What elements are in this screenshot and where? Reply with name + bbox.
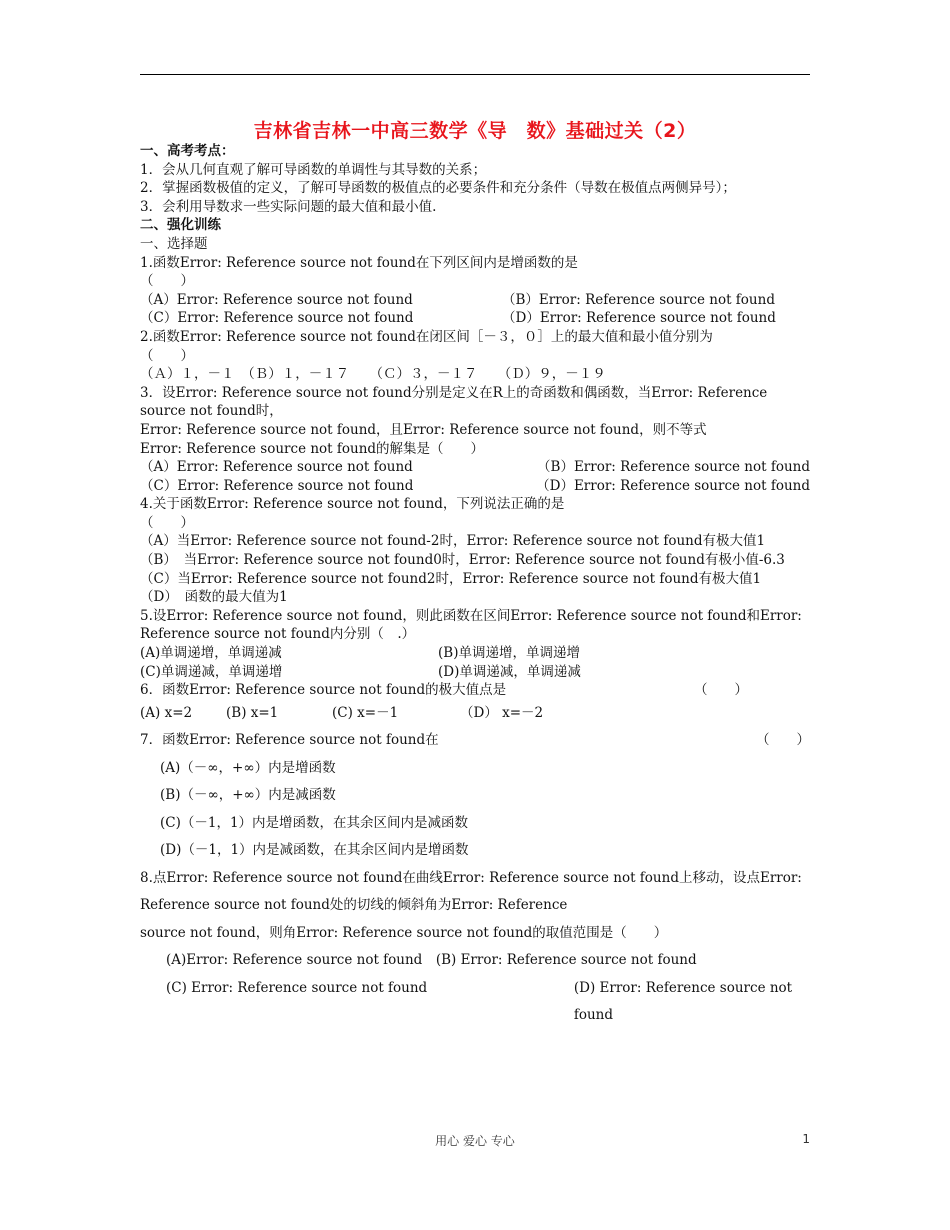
exam-point-3: 3．会利用导数求一些实际问题的最大值和最小值. bbox=[140, 198, 437, 215]
q3-stem-3: Error: Reference source not found的解集是（ ） bbox=[140, 440, 485, 457]
document-page bbox=[140, 0, 810, 1230]
exam-point-1: 1．会从几何直观了解可导函数的单调性与其导数的关系； bbox=[140, 161, 487, 178]
q4-answer-paren: （ ） bbox=[140, 514, 194, 531]
page-footer: 用心 爱心 专心 bbox=[435, 1134, 515, 1148]
document-body bbox=[140, 142, 810, 1030]
q7-stem: 7．函数Error: Reference source not found在 bbox=[140, 732, 439, 749]
q8-options-cd bbox=[140, 975, 810, 1030]
q4-options-cd: （C）当Error: Reference source not found2时，Error: Reference source not found有极大值1 （D） 函数的最大值为1 bbox=[140, 570, 802, 606]
q3-option-d: （D）Error: Reference source not found bbox=[536, 477, 810, 494]
page-number: 1 bbox=[802, 1132, 810, 1146]
q6-stem: 6．函数Error: Reference source not found的极大值点是 bbox=[140, 682, 507, 699]
q6-stem-row bbox=[140, 681, 810, 700]
q8-option-d: (D) Error: Reference source not found bbox=[573, 979, 793, 1024]
q5-stem: 5.设Error: Reference source not found，则此函数在区间Error: Reference source not found和Error: Reference source not found内分别（ .） bbox=[140, 607, 802, 643]
q4-options-ab: （A）当Error: Reference source not found-2时，Error: Reference source not found有极大值1 （B） 当Error: Reference source not found0时，Error: Reference source not found有极小值-6.3 bbox=[140, 533, 806, 569]
q3-option-a: （A）Error: Reference source not found bbox=[140, 459, 413, 476]
q5-option-d: (D)单调递减，单调递减 bbox=[438, 663, 581, 680]
q6-option-c: (C) x=－1 bbox=[332, 704, 399, 721]
q1-option-c: （C）Error: Reference source not found bbox=[140, 310, 414, 327]
q1-options-row-2 bbox=[140, 309, 810, 328]
q1-options-row-1 bbox=[140, 291, 810, 310]
q7-option-a: (A)（－∞，+∞）内是增函数 bbox=[160, 759, 336, 776]
section-heading-training: 二、强化训练 bbox=[140, 217, 221, 234]
q2-answer-paren: （ ） bbox=[140, 347, 194, 364]
q2-stem: 2.函数Error: Reference source not found在闭区间［－３，０］上的最大值和最小值分别为 bbox=[140, 328, 713, 345]
q1-option-b: （B）Error: Reference source not found bbox=[502, 291, 775, 308]
q2-options: （Ａ）１，－１ （Ｂ）１，－１７ （Ｃ）３，－１７ （Ｄ）９，－１９ bbox=[140, 366, 606, 383]
q5-option-a: (A)单调递增，单调递减 bbox=[140, 645, 282, 662]
q6-answer-paren: （ ） bbox=[694, 682, 748, 699]
q5-options-row-2 bbox=[140, 663, 810, 682]
q3-stem-2: Error: Reference source not found，且Error: Reference source not found，则不等式 bbox=[140, 421, 707, 438]
q1-option-a: （A）Error: Reference source not found bbox=[140, 291, 413, 308]
q1-option-d: （D）Error: Reference source not found bbox=[502, 310, 776, 327]
q5-option-c: (C)单调递减，单调递增 bbox=[140, 663, 283, 680]
q3-options-row-2 bbox=[140, 477, 810, 496]
q7-option-b: (B)（－∞，+∞）内是减函数 bbox=[160, 787, 336, 804]
q8-options-ab: (A)Error: Reference source not found (B) Error: Reference source not found bbox=[166, 952, 697, 969]
header-rule bbox=[140, 74, 810, 75]
q6-option-d: （D） x=－2 bbox=[460, 704, 544, 721]
q7-answer-paren: （ ） bbox=[756, 732, 810, 749]
section-heading-exam-points: 一、高考考点： bbox=[140, 143, 235, 159]
q6-option-b: (B) x=1 bbox=[226, 704, 279, 721]
q7-option-d: (D)（－1，1）内是减函数，在其余区间内是增函数 bbox=[160, 842, 469, 859]
page-title: 吉林省吉林一中高三数学《导 数》基础过关（2） bbox=[253, 120, 697, 142]
q7-option-c: (C)（－1，1）内是增函数，在其余区间内是减函数 bbox=[160, 814, 469, 831]
q1-stem: 1.函数Error: Reference source not found在下列区间内是增函数的是 bbox=[140, 254, 578, 271]
q5-options-row-1 bbox=[140, 644, 810, 663]
q8-option-c: (C) Error: Reference source not found bbox=[166, 979, 428, 996]
q6-options bbox=[140, 700, 810, 728]
q3-option-b: （B）Error: Reference source not found bbox=[537, 459, 810, 476]
q4-stem: 4.关于函数Error: Reference source not found，下列说法正确的是 bbox=[140, 496, 565, 513]
exam-point-2: 2．掌握函数极值的定义，了解可导函数的极值点的必要条件和充分条件（导数在极值点两侧异号）； bbox=[140, 180, 736, 197]
q8-stem-2: source not found，则角Error: Reference source not found的取值范围是（ ） bbox=[140, 924, 668, 941]
subsection-multiple-choice: 一、选择题 bbox=[140, 235, 208, 252]
q6-option-a: (A) x=2 bbox=[140, 704, 193, 721]
q1-answer-paren: （ ） bbox=[140, 273, 194, 290]
q5-option-b: (B)单调递增，单调递增 bbox=[438, 645, 580, 662]
q7-stem-row bbox=[140, 727, 810, 755]
q8-stem-1: 8.点Error: Reference source not found在曲线Error: Reference source not found上移动，设点Error: Reference source not found处的切线的倾斜角为Error: Reference bbox=[140, 869, 802, 914]
q3-stem-1: 3．设Error: Reference source not found分别是定义在R上的奇函数和偶函数，当Error: Reference source not found时， bbox=[140, 384, 768, 420]
q3-options-row-1 bbox=[140, 458, 810, 477]
q3-option-c: （C）Error: Reference source not found bbox=[140, 477, 414, 494]
